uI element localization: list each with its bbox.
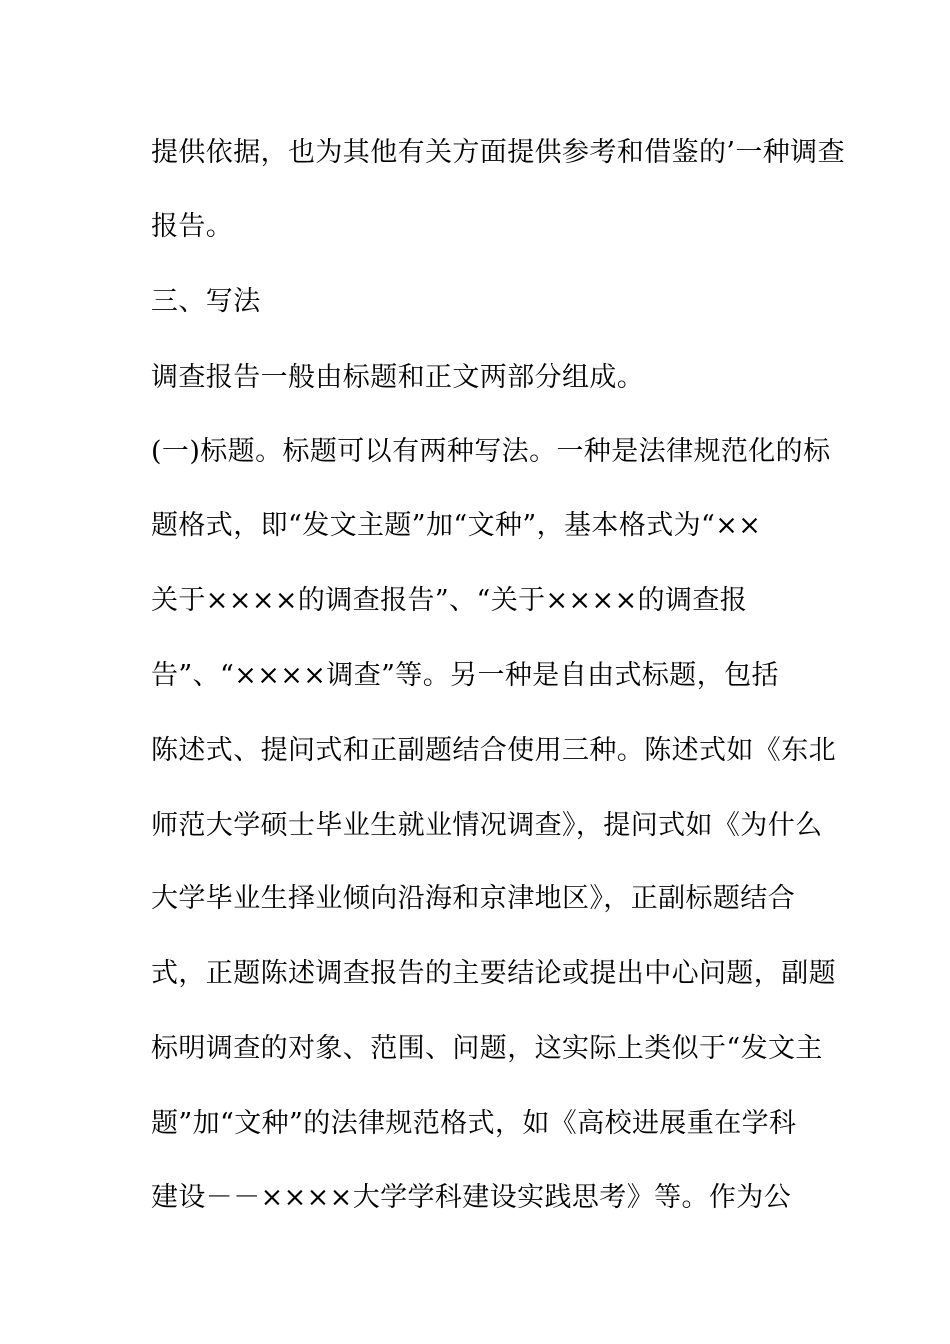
paragraph-line-6: 题格式，即“发文主题”加“文种”，基本格式为“×× <box>151 510 762 541</box>
paragraph-line-1: 提供依据，也为其他有关方面提供参考和借鉴的’一种调查 <box>151 137 845 168</box>
paragraph-line-8: 告”、“××××调查”等。另一种是自由式标题，包括 <box>151 660 779 691</box>
paragraph-line-12: 式，正题陈述调查报告的主要结论或提出中心问题，副题 <box>151 958 836 989</box>
paragraph-line-9: 陈述式、提问式和正副题结合使用三种。陈述式如《东北 <box>151 735 836 766</box>
paragraph-line-10: 师范大学硕士毕业生就业情况调查》，提问式如《为什么 <box>151 810 823 841</box>
paragraph-line-13: 标明调查的对象、范围、问题，这实际上类似于“发文主 <box>151 1033 823 1064</box>
paragraph-line-11: 大学毕业生择业倾向沿海和京津地区》，正副标题结合 <box>151 883 796 914</box>
subsection-title-line: (一)标题。标题可以有两种写法。一种是法律规范化的标 <box>151 436 831 467</box>
paragraph-line-2: 报告。 <box>151 211 234 242</box>
section-heading-writing-method: 三、写法 <box>151 286 261 317</box>
paragraph-line-15: 建设－－××××大学学科建设实践思考》等。作为公 <box>151 1182 792 1213</box>
paragraph-line-4: 调查报告一般由标题和正文两部分组成。 <box>151 362 645 393</box>
paragraph-line-7: 关于××××的调查报告”、“关于××××的调查报 <box>151 585 748 616</box>
paragraph-line-14: 题”加“文种”的法律规范格式，如《高校进展重在学科 <box>151 1108 797 1139</box>
